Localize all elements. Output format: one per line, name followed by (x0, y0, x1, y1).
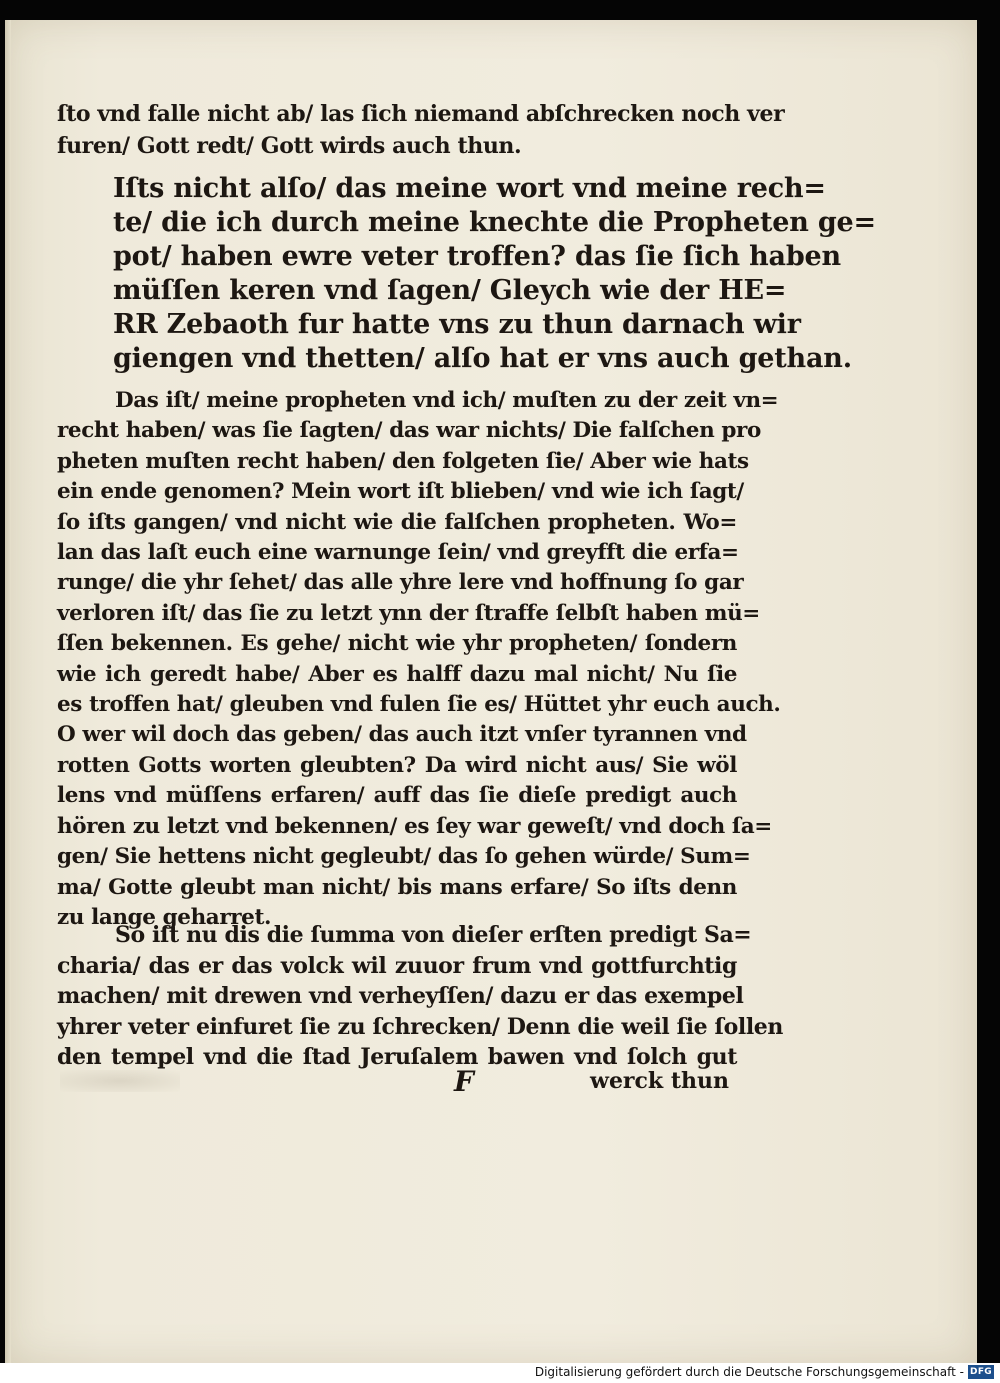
text-line: machen/ mit drewen vnd verheyſſen/ dazu er das exempel (57, 983, 744, 1010)
text-line: So iſt nu dis die ſumma von dieſer erſten predigt Sa= (115, 922, 752, 948)
text-line: ſo iſts gangen/ vnd nicht wie die falſchen propheten. Wo= (57, 509, 737, 535)
text-line: runge/ die yhr ſehet/ das alle yhre lere vnd hoffnung ſo gar (57, 570, 744, 596)
signature-mark: F (454, 1065, 474, 1098)
text-line: furen/ Gott redt/ Gott wirds auch thun. (57, 133, 522, 159)
paragraph-3-commentary (57, 386, 781, 933)
text-line: rotten Gotts worten gleubten? Da wird nicht aus/ Sie wöl (57, 752, 737, 778)
paragraph-4 (57, 920, 783, 1073)
text-line: lan das laſt euch eine warnunge ſein/ vnd greyfft die erfa= (57, 540, 739, 566)
text-line: ein ende genomen? Mein wort iſt blieben/ vnd wie ich ſagt/ (57, 479, 744, 505)
text-line: RR Zebaoth fur hatte vns zu thun darnach wir (113, 309, 801, 340)
text-line: Das iſt/ meine propheten vnd ich/ muſten zu der zeit vn= (115, 388, 779, 413)
text-line: gen/ Sie hettens nicht gegleubt/ das ſo gehen würde/ Sum= (57, 844, 751, 870)
ink-bleed-through (60, 1070, 180, 1092)
paragraph-1 (57, 98, 785, 162)
text-line: es troffen hat/ gleuben vnd fulen ſie es/ Hüttet yhr euch auch. (57, 692, 781, 718)
text-line: ſto vnd falle nicht ab/ las ſich niemand abſchrecken noch ver (57, 101, 785, 127)
text-line: Iſts nicht alſo/ das meine wort vnd meine rech= (113, 173, 826, 204)
text-line: yhrer veter einfuret ſie zu ſchrecken/ Denn die weil ſie ſollen (57, 1013, 783, 1040)
text-line: ma/ Gotte gleubt man nicht/ bis mans erfare/ So iſts denn (57, 874, 737, 900)
dfg-logo-icon: DFG (968, 1365, 994, 1379)
text-line: wie ich geredt habe/ Aber es halff dazu mal nicht/ Nu ſie (57, 661, 737, 687)
text-line: verloren iſt/ das ſie zu letzt ynn der ſtraffe ſelbſt haben mü= (57, 600, 760, 626)
text-line: hören zu letzt vnd bekennen/ es ſey war geweſt/ vnd doch ſa= (57, 813, 772, 839)
paragraph-2-quotation (113, 172, 876, 376)
funding-credit: Digitalisierung gefördert durch die Deutsche Forschungsgemeinschaft - (534, 1365, 964, 1379)
text-line: recht haben/ was ſie ſagten/ das war nichts/ Die falſchen pro (57, 418, 761, 444)
text-line: den tempel vnd die ſtad Jeruſalem bawen vnd ſolch gut (57, 1044, 737, 1071)
text-line: te/ die ich durch meine knechte die Propheten ge= (113, 207, 876, 238)
text-line: pot/ haben ewre veter troffen? das ſie ſich haben (113, 241, 841, 272)
text-line: O wer wil doch das geben/ das auch itzt vnſer tyrannen vnd (57, 722, 747, 748)
text-line: giengen vnd thetten/ alſo hat er vns auch gethan. (113, 343, 852, 374)
text-line: ſſen bekennen. Es gehe/ nicht wie yhr propheten/ ſondern (57, 631, 737, 657)
text-line: lens vnd müſſens erfaren/ auff das ſie dieſe predigt auch (57, 783, 737, 809)
text-line: müſſen keren vnd ſagen/ Gleych wie der HE= (113, 275, 787, 306)
text-line: pheten muſten recht haben/ den folgeten ſie/ Aber wie hats (57, 448, 749, 474)
text-line: charia/ das er das volck wil zuuor frum vnd gottfurchtig (57, 952, 737, 979)
page-gutter-edge (5, 20, 11, 1363)
catchword: werck thun (590, 1068, 729, 1094)
text-line: zu lange geharret. (57, 904, 272, 930)
